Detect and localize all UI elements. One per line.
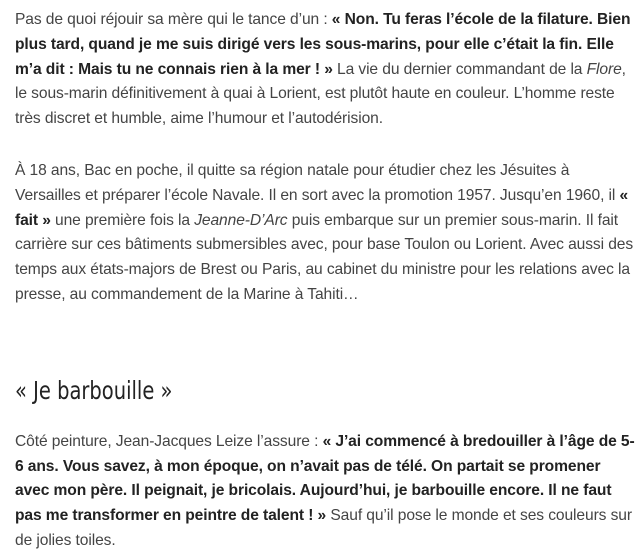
fait-quote: « fait » [15, 186, 629, 229]
painting-quote: « J’ai commencé à bredouiller à l’âge de 5-6 ans. Vous savez, à mon époque, on n’avait pas de télé. On partait se promener avec mon père. Il peignait, je bricolais. Aujourd’hui, je barbouille encore. Il ne faut pas me transformer en peintre de talent ! » [15, 432, 635, 525]
ship-name: Jeanne-D’Arc [194, 211, 288, 229]
submarine-name: Flore [586, 60, 622, 78]
career-text-3: puis embarque sur un premier sous-marin. Il fait carrière sur ces bâtiments submersibles avec, pour base Toulon ou Lorient. Avec aussi des temps aux états-majors de Brest ou Paris, au cabinet du ministre pour les relations avec la presse, au commandement de la Marine à Tahiti… [15, 211, 634, 303]
section-heading: « Je barbouille » [15, 375, 173, 405]
painting-text-2: Sauf qu’il pose le monde et ses couleurs sur de jolies toiles. [15, 507, 632, 549]
intro-text-1: Pas de quoi réjouir sa mère qui le tance d’un : [15, 11, 332, 28]
article-body [15, 0, 637, 554]
painting-text-1: Côté peinture, Jean-Jacques Leize l’assure : [15, 432, 323, 450]
paragraph-intro [15, 8, 637, 132]
intro-text-3: , le sous-marin définitivement à quai à Lorient, est plutôt haute en couleur. L’homme reste très discret et humble, aime l’humour et l’autodérision. [15, 60, 626, 128]
paragraph-painting [15, 430, 637, 554]
paragraph-career [15, 159, 637, 308]
intro-text-2: La vie du dernier commandant de la [332, 60, 587, 78]
mother-quote: « Non. Tu feras l’école de la filature. Bien plus tard, quand je me suis dirigé vers les sous-marins, pour elle c’était la fin. Elle m’a dit : Mais tu ne connais rien à la mer ! » [15, 11, 631, 78]
career-text-1: À 18 ans, Bac en poche, il quitte sa région natale pour étudier chez les Jésuites à Versailles et préparer l’école Navale. Il en sort avec la promotion 1957. Jusqu’en 1960, il [15, 161, 620, 204]
career-text-2: une première fois la [50, 211, 195, 229]
